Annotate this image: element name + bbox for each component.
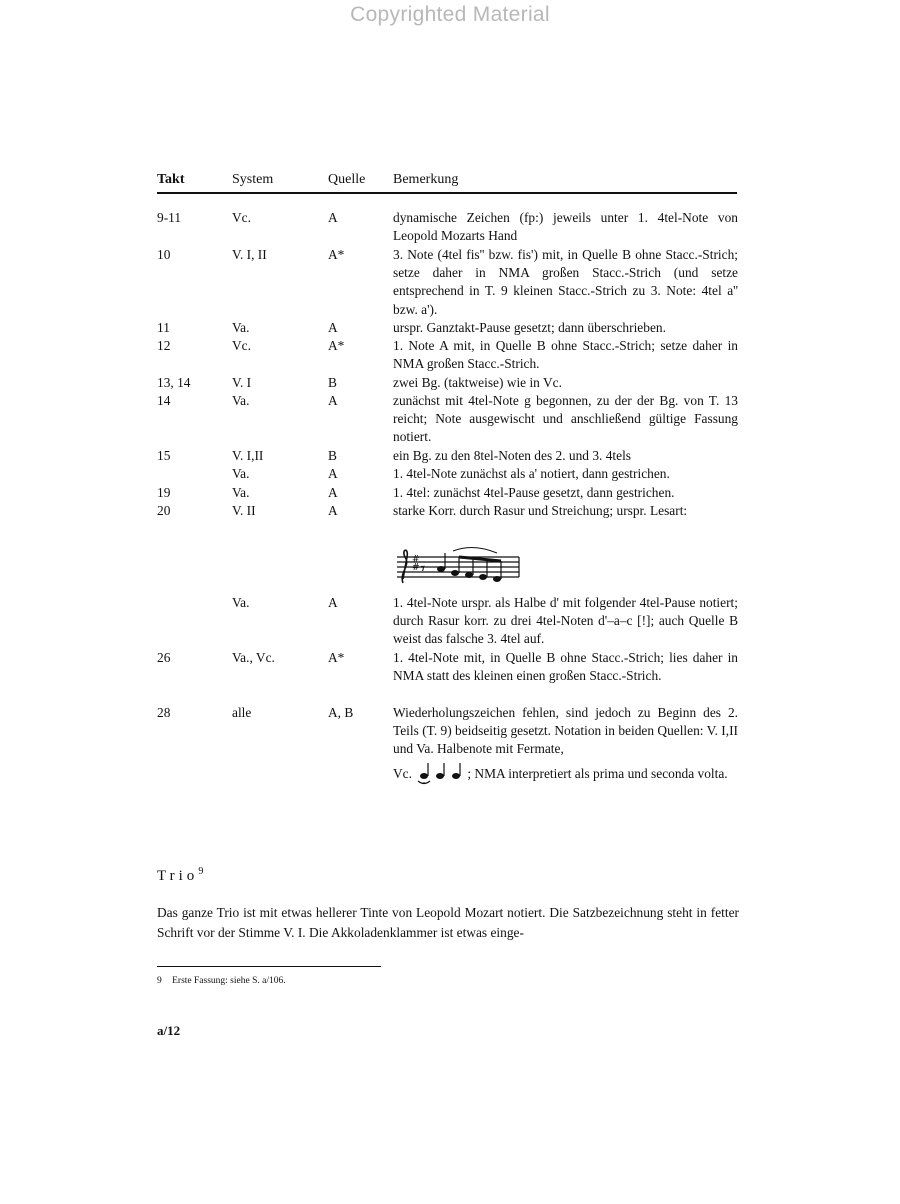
cell-takt: 9-11 — [157, 210, 182, 225]
cell-takt: 28 — [157, 705, 171, 720]
cell-system: V. I — [232, 375, 252, 390]
cell-bemerkung: starke Korr. durch Rasur und Streichung; urspr. Lesart: — [393, 503, 688, 518]
cell-quelle: A* — [328, 247, 345, 262]
cell-takt: 19 — [157, 485, 171, 500]
header-system: System — [232, 172, 274, 187]
cell-system: Vc. — [232, 210, 251, 225]
cell-quelle: A — [328, 503, 338, 518]
cell-takt: 15 — [157, 448, 171, 463]
cell-quelle: B — [328, 375, 337, 390]
cell-takt: 26 — [157, 650, 171, 665]
cell-takt: 10 — [157, 247, 171, 262]
trio-paragraph: Das ganze Trio ist mit etwas hellerer Tinte von Leopold Mozart notiert. Die Satzbezeichnung steht in fetter Schrift vor der Stimme V. I. Die Akkoladenklammer ist etwas einge- — [157, 905, 739, 940]
cell-bemerkung: 1. Note A mit, in Quelle B ohne Stacc.-Strich; setze daher in NMA großen Stacc.-Strich. — [393, 338, 738, 372]
cell-bemerkung: urspr. Ganztakt-Pause gesetzt; dann überschrieben. — [393, 320, 666, 335]
cell-quelle: A — [328, 210, 338, 225]
cell-takt: 20 — [157, 503, 171, 518]
nma-note: ; NMA interpretiert als prima und seconda volta. — [467, 766, 728, 781]
cell-quelle: A, B — [328, 705, 354, 720]
cell-system: V. II — [232, 503, 256, 518]
svg-text:#: # — [412, 555, 420, 565]
cell-system: Va. — [232, 485, 250, 500]
cell-system: Vc. — [232, 338, 251, 353]
cell-bemerkung: 1. 4tel-Note mit, in Quelle B ohne Stacc.-Strich; lies daher in NMA statt des kleinen einen großen Stacc.-Strich. — [393, 650, 738, 684]
cell-bemerkung: dynamische Zeichen (fp:) jeweils unter 1. 4tel-Note von Leopold Mozarts Hand — [393, 210, 738, 244]
cell-system: Va. — [232, 466, 250, 481]
cell-takt: 12 — [157, 338, 171, 353]
quarter-notes-fermata-icon — [415, 762, 467, 786]
trio-title: Trio — [157, 868, 199, 884]
cell-quelle: A — [328, 466, 338, 481]
cell-bemerkung: 1. 4tel-Note urspr. als Halbe d' mit folgender 4tel-Pause notiert; durch Rasur korr. zu drei 4tel-Noten d'–a–c [!]; auch Quelle B weist das falsche 3. 4tel auf. — [393, 595, 738, 647]
music-notation-example — [393, 543, 523, 587]
footnote-mark: 9 — [198, 866, 204, 877]
svg-text:𝄾: 𝄾 — [421, 561, 425, 577]
header-quelle: Quelle — [328, 172, 366, 187]
cell-system: V. I,II — [232, 448, 264, 463]
footnote — [157, 976, 286, 986]
cell-bemerkung: 3. Note (4tel fis'' bzw. fis') mit, in Quelle B ohne Stacc.-Strich; setze daher in NMA großen Stacc.-Strich (und setze entsprechend in T. 9 kleinen Stacc.-Strich zu 3. Note: 4tel a'' bzw. a'). — [393, 247, 738, 317]
footnote-text: Erste Fassung: siehe S. a/106. — [172, 976, 286, 986]
cell-quelle: B — [328, 448, 337, 463]
watermark: Copyrighted Material — [350, 3, 550, 26]
page-number: a/12 — [157, 1023, 181, 1038]
cell-system: Va. — [232, 595, 250, 610]
cell-takt: 11 — [157, 320, 170, 335]
cell-quelle: A — [328, 485, 338, 500]
cell-system: V. I, II — [232, 247, 267, 262]
cell-takt: 14 — [157, 393, 171, 408]
cell-quelle: A* — [328, 650, 345, 665]
trio-heading — [157, 866, 203, 885]
cell-system: Va., Vc. — [232, 650, 275, 665]
cell-bemerkung: 1. 4tel: zunächst 4tel-Pause gesetzt, dann gestrichen. — [393, 485, 675, 500]
row-28-continuation — [393, 762, 728, 786]
cell-bemerkung: 1. 4tel-Note zunächst als a' notiert, dann gestrichen. — [393, 466, 670, 481]
svg-text:#: # — [412, 563, 420, 573]
cell-system: alle — [232, 705, 252, 720]
cell-quelle: A — [328, 320, 338, 335]
cell-system: Va. — [232, 320, 250, 335]
cell-bemerkung: ein Bg. zu den 8tel-Noten des 2. und 3. 4tels — [393, 448, 632, 463]
cell-quelle: A — [328, 595, 338, 610]
cell-bemerkung: zunächst mit 4tel-Note g begonnen, zu der der Bg. von T. 13 reicht; Note ausgewischt und anschließend gültige Fassung notiert. — [393, 393, 738, 445]
footnote-number: 9 — [157, 976, 162, 986]
cell-system: Va. — [232, 393, 250, 408]
cell-quelle: A* — [328, 338, 345, 353]
footnote-divider — [157, 966, 381, 967]
header-takt: Takt — [157, 172, 185, 187]
cell-takt: 13, 14 — [157, 375, 191, 390]
cell-quelle: A — [328, 393, 338, 408]
vc-label: Vc. — [393, 766, 412, 781]
header-bemerkung: Bemerkung — [393, 172, 459, 187]
table-header — [157, 172, 737, 194]
cell-bemerkung: zwei Bg. (taktweise) wie in Vc. — [393, 375, 562, 390]
cell-bemerkung: Wiederholungszeichen fehlen, sind jedoch zu Beginn des 2. Teils (T. 9) beidseitig gesetzt. Notation in beiden Quellen: V. I,II und Va. Halbenote mit Fermate, — [393, 705, 738, 757]
